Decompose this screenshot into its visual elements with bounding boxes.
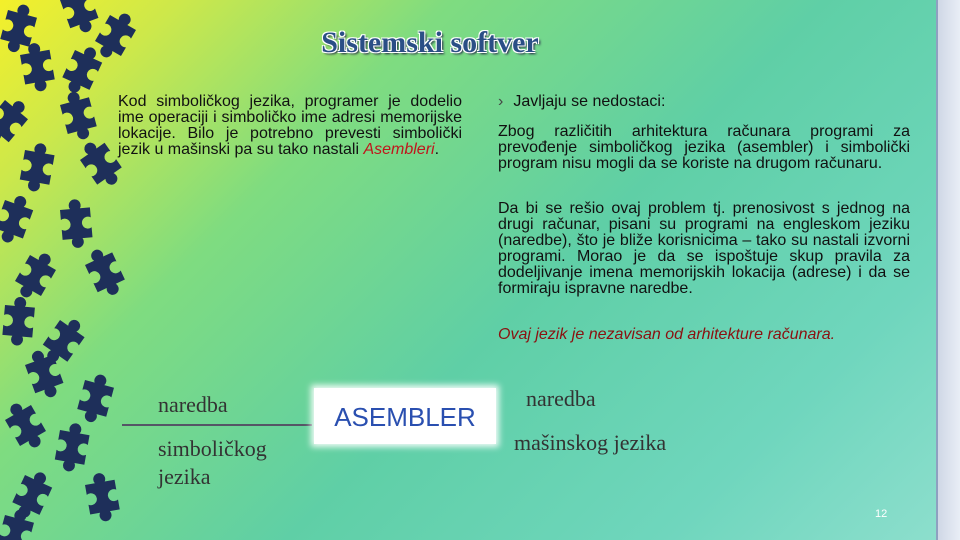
left-paragraph-text: Kod simboličkog jezika, programer je dodelio ime operaciji i simboličko ime adresi memorijske lokacije. Bilo je potrebno prevesti simbolički jezik u mašinski pa su tako nastali: [118, 93, 462, 158]
bullet-heading: [498, 94, 908, 110]
page-number: 12: [875, 508, 888, 520]
bullet-text: Javljaju se nedostaci:: [513, 93, 666, 110]
diagram-left-bottom-2: jezika: [158, 464, 211, 489]
paragraph-1: Zbog različitih arhitektura računara programi za prevođenje simboličkog jezika (asembler) i simbolički program nisu mogli da se koriste na drugom računaru.: [498, 123, 910, 172]
paragraph-2: Da bi se rešio ovaj problem tj. prenosivost s jednog na drugi računar, pisani su programi na engleskom jeziku (naredbe), što je bliže korisnicima – tako su nastali izvorni programi. Morao je da se ispoštuje skup pravila za dodeljivanje imena memorijskih lokacija (adrese) i da se formiraju ispravne naredbe.: [498, 200, 910, 297]
puzzle-decoration: [0, 0, 160, 540]
assembler-box: [314, 388, 496, 444]
diagram-divider-line: [122, 424, 312, 426]
bullet-arrow-icon: ›: [498, 93, 504, 110]
right-border-bar: [936, 0, 960, 540]
diagram-right-top: naredba: [526, 386, 596, 411]
diagram-left-bottom-1: simboličkog: [158, 436, 267, 461]
diagram-right-bottom: mašinskog jezika: [514, 430, 667, 455]
assembler-label: ASEMBLER: [334, 402, 476, 432]
left-paragraph-end: .: [434, 141, 440, 158]
diagram-left-top: naredba: [158, 392, 228, 417]
left-paragraph: [118, 94, 462, 158]
slide-title: Sistemski softver: [321, 26, 539, 59]
accent-word: Asembleri: [363, 141, 435, 158]
paragraph-3: Ovaj jezik je nezavisan od arhitekture računara.: [498, 326, 836, 343]
